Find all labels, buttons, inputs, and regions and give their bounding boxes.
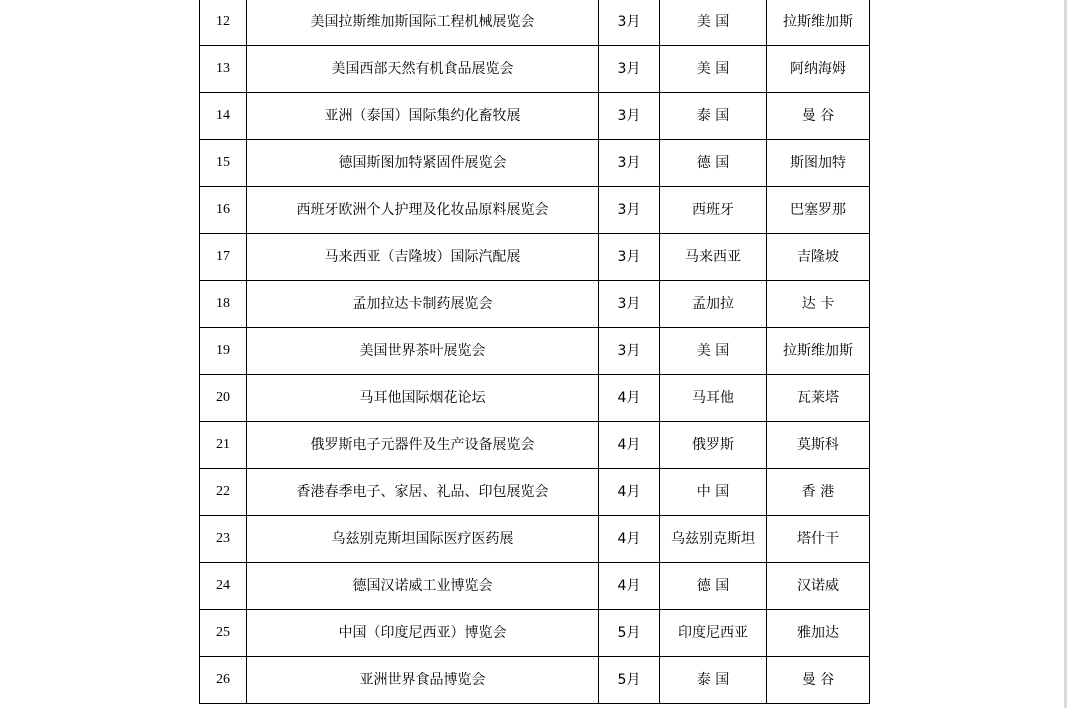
table-row — [200, 0, 870, 46]
exhibition-country: 马来西亚 — [660, 234, 767, 281]
table-row — [200, 93, 870, 140]
exhibition-country: 美 国 — [660, 328, 767, 375]
exhibition-name: 德国汉诺威工业博览会 — [247, 563, 599, 610]
table-row — [200, 234, 870, 281]
row-number: 23 — [200, 516, 247, 563]
exhibition-month: 3月 — [599, 281, 660, 328]
exhibition-country: 泰 国 — [660, 93, 767, 140]
exhibition-city: 巴塞罗那 — [767, 187, 870, 234]
exhibition-country: 德 国 — [660, 563, 767, 610]
exhibition-city: 拉斯维加斯 — [767, 0, 870, 46]
table-row — [200, 610, 870, 657]
exhibition-month: 4月 — [599, 469, 660, 516]
exhibition-month: 4月 — [599, 422, 660, 469]
exhibition-city: 曼 谷 — [767, 93, 870, 140]
row-number: 26 — [200, 657, 247, 704]
exhibition-month: 3月 — [599, 0, 660, 46]
exhibition-month: 3月 — [599, 328, 660, 375]
table-row — [200, 469, 870, 516]
exhibition-country: 孟加拉 — [660, 281, 767, 328]
table-row — [200, 281, 870, 328]
table-row — [200, 140, 870, 187]
exhibition-country: 中 国 — [660, 469, 767, 516]
exhibition-name: 美国拉斯维加斯国际工程机械展览会 — [247, 0, 599, 46]
table-row — [200, 563, 870, 610]
exhibition-city: 曼 谷 — [767, 657, 870, 704]
exhibition-month: 4月 — [599, 563, 660, 610]
exhibition-month: 4月 — [599, 375, 660, 422]
row-number: 22 — [200, 469, 247, 516]
row-number: 15 — [200, 140, 247, 187]
table-row — [200, 516, 870, 563]
exhibition-month: 3月 — [599, 140, 660, 187]
row-number: 18 — [200, 281, 247, 328]
exhibition-name: 孟加拉达卡制药展览会 — [247, 281, 599, 328]
table-row — [200, 375, 870, 422]
exhibition-city: 雅加达 — [767, 610, 870, 657]
exhibition-city: 汉诺威 — [767, 563, 870, 610]
exhibition-city: 塔什干 — [767, 516, 870, 563]
exhibition-country: 德 国 — [660, 140, 767, 187]
exhibition-country: 泰 国 — [660, 657, 767, 704]
exhibition-name: 香港春季电子、家居、礼品、印包展览会 — [247, 469, 599, 516]
table-row — [200, 328, 870, 375]
exhibition-city: 瓦莱塔 — [767, 375, 870, 422]
exhibition-name: 马来西亚（吉隆坡）国际汽配展 — [247, 234, 599, 281]
exhibition-country: 印度尼西亚 — [660, 610, 767, 657]
exhibition-table — [199, 0, 870, 704]
exhibition-month: 3月 — [599, 93, 660, 140]
exhibition-country: 美 国 — [660, 46, 767, 93]
row-number: 14 — [200, 93, 247, 140]
exhibition-country: 西班牙 — [660, 187, 767, 234]
exhibition-name: 亚洲世界食品博览会 — [247, 657, 599, 704]
table-row — [200, 46, 870, 93]
exhibition-month: 3月 — [599, 234, 660, 281]
exhibition-country: 马耳他 — [660, 375, 767, 422]
exhibition-month: 4月 — [599, 516, 660, 563]
exhibition-month: 3月 — [599, 46, 660, 93]
exhibition-city: 斯图加特 — [767, 140, 870, 187]
row-number: 21 — [200, 422, 247, 469]
exhibition-month: 5月 — [599, 657, 660, 704]
table-row — [200, 422, 870, 469]
row-number: 16 — [200, 187, 247, 234]
row-number: 20 — [200, 375, 247, 422]
exhibition-city: 拉斯维加斯 — [767, 328, 870, 375]
exhibition-country: 俄罗斯 — [660, 422, 767, 469]
exhibition-country: 乌兹别克斯坦 — [660, 516, 767, 563]
exhibition-city: 吉隆坡 — [767, 234, 870, 281]
exhibition-name: 西班牙欧洲个人护理及化妆品原料展览会 — [247, 187, 599, 234]
exhibition-name: 中国（印度尼西亚）博览会 — [247, 610, 599, 657]
row-number: 12 — [200, 0, 247, 46]
exhibition-city: 阿纳海姆 — [767, 46, 870, 93]
exhibition-month: 3月 — [599, 187, 660, 234]
table-row — [200, 187, 870, 234]
exhibition-name: 马耳他国际烟花论坛 — [247, 375, 599, 422]
exhibition-city: 莫斯科 — [767, 422, 870, 469]
row-number: 17 — [200, 234, 247, 281]
exhibition-city: 达 卡 — [767, 281, 870, 328]
exhibition-name: 亚洲（泰国）国际集约化畜牧展 — [247, 93, 599, 140]
exhibition-name: 德国斯图加特紧固件展览会 — [247, 140, 599, 187]
exhibition-city: 香 港 — [767, 469, 870, 516]
row-number: 13 — [200, 46, 247, 93]
exhibition-name: 美国西部天然有机食品展览会 — [247, 46, 599, 93]
exhibition-name: 俄罗斯电子元器件及生产设备展览会 — [247, 422, 599, 469]
row-number: 24 — [200, 563, 247, 610]
exhibition-name: 美国世界茶叶展览会 — [247, 328, 599, 375]
table-row — [200, 657, 870, 704]
row-number: 19 — [200, 328, 247, 375]
exhibition-month: 5月 — [599, 610, 660, 657]
exhibition-name: 乌兹别克斯坦国际医疗医药展 — [247, 516, 599, 563]
exhibition-country: 美 国 — [660, 0, 767, 46]
row-number: 25 — [200, 610, 247, 657]
